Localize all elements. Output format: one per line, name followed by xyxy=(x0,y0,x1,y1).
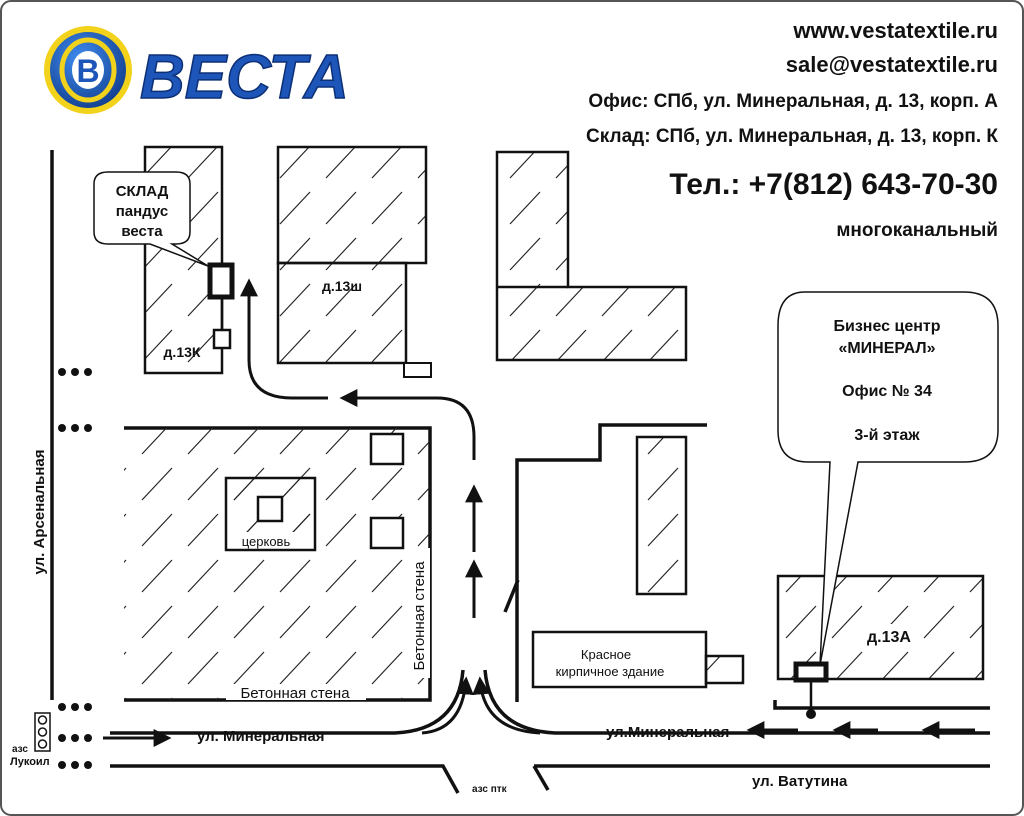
church-block xyxy=(124,428,430,702)
svg-text:пандус: пандус xyxy=(115,203,169,220)
svg-text:СКЛАД: СКЛАД xyxy=(115,183,169,200)
red-brick-building xyxy=(533,632,743,687)
email-link[interactable]: sale@vestatextile.ru xyxy=(785,52,998,77)
narrow-building xyxy=(637,437,686,594)
contact-block xyxy=(586,18,998,241)
warehouse-address: Склад: СПб, ул. Минеральная, д. 13, корп. К xyxy=(586,126,998,147)
street-mineralnaya-right-label: ул.Минеральная xyxy=(606,724,730,741)
mineralnaya-bottom-left xyxy=(110,766,458,793)
svg-text:3-й этаж: 3-й этаж xyxy=(854,427,920,444)
rail-dots-icon xyxy=(58,368,92,769)
office-entrance-marker-icon xyxy=(796,664,826,680)
lukoil-label: Лукоил xyxy=(10,756,50,768)
street-arsenalnaya-label: ул. Арсенальная xyxy=(31,449,48,575)
svg-text:«МИНЕРАЛ»: «МИНЕРАЛ» xyxy=(838,340,936,357)
svg-text:веста: веста xyxy=(121,223,163,240)
vatutina-corner xyxy=(534,766,548,790)
svg-text:кирпичное здание: кирпичное здание xyxy=(555,664,665,679)
brand-name: ВЕСТА xyxy=(140,43,349,112)
church-label: церковь xyxy=(241,534,291,549)
street-vatutina-label: ул. Ватутина xyxy=(752,773,848,790)
warehouse-ramp-marker-icon xyxy=(210,265,232,297)
building-l-shape xyxy=(497,152,686,360)
building-13a-label: д.13А xyxy=(867,629,911,646)
gas-station-label: азс xyxy=(12,744,28,755)
office-address: Офис: СПб, ул. Минеральная, д. 13, корп. А xyxy=(588,91,998,112)
building-13a xyxy=(778,576,983,719)
concrete-wall-bottom-label: Бетонная стена xyxy=(240,685,350,702)
street-mineralnaya-left-label: ул. Минеральная xyxy=(197,728,325,745)
logo-letter: B xyxy=(76,53,100,89)
gas-station-ptk-label: азс птк xyxy=(472,784,507,795)
phone-note: многоканальный xyxy=(836,220,998,241)
svg-text:Офис № 34: Офис № 34 xyxy=(842,383,932,400)
building-13sh xyxy=(278,147,431,377)
traffic-light-icon xyxy=(35,713,50,751)
svg-text:Бизнес центр: Бизнес центр xyxy=(833,318,941,335)
phone-number: Тел.: +7(812) 643-70-30 xyxy=(669,168,998,201)
concrete-wall-vertical-label: Бетонная стена xyxy=(411,561,428,671)
website-link[interactable]: www.vestatextile.ru xyxy=(793,18,998,43)
building-13k-label: д.13К xyxy=(163,344,201,360)
vesta-logo xyxy=(44,26,349,114)
building-13sh-label: д.13ш xyxy=(321,278,363,294)
svg-text:Красное: Красное xyxy=(580,647,632,662)
